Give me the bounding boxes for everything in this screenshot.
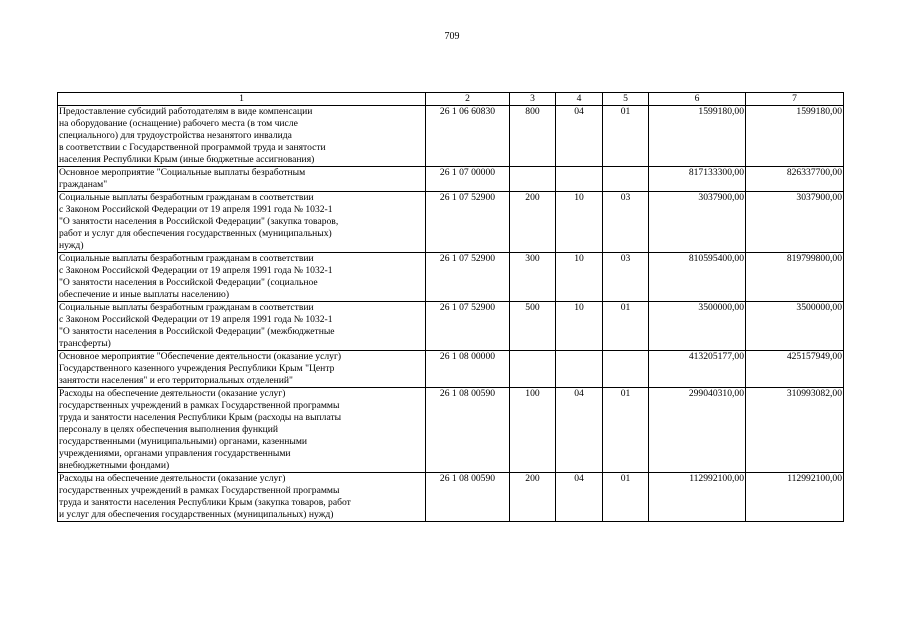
expense-name-line: в соответствии с Государственной программой труда и занятости: [59, 142, 326, 153]
target-article-code: 26 1 07 52900: [426, 302, 510, 351]
expense-name-line: внебюджетными фондами): [59, 460, 170, 471]
expense-name-cell: [58, 192, 426, 253]
amount-column-7: 1599180,00: [746, 106, 844, 167]
table-row: [58, 167, 844, 192]
expense-name-line: Предоставление субсидий работодателям в виде компенсации: [59, 106, 313, 117]
amount-column-6: 1599180,00: [649, 106, 746, 167]
expense-name-line: с Законом Российской Федерации от 19 апреля 1991 года № 1032-1: [59, 314, 333, 325]
section-code: 10: [556, 253, 603, 302]
target-article-code: 26 1 08 00000: [426, 351, 510, 388]
expense-name-line: специального) для трудоустройства незанятого инвалида: [59, 130, 292, 141]
page-number: 709: [444, 31, 460, 42]
table-row: [58, 253, 844, 302]
expense-name-line: Социальные выплаты безработным гражданам в соответствии: [59, 192, 314, 203]
expense-name-line: труда и занятости населения Республики Крым (закупка товаров, работ: [59, 497, 351, 508]
subsection-code: 01: [603, 302, 649, 351]
expense-name-line: гражданам": [59, 179, 108, 190]
section-code: 10: [556, 302, 603, 351]
expense-name-line: Государственного казенного учреждения Республики Крым "Центр: [59, 363, 335, 374]
expense-name-line: Социальные выплаты безработным гражданам в соответствии: [59, 253, 314, 264]
amount-column-6: 112992100,00: [649, 473, 746, 522]
expense-name-cell: [58, 473, 426, 522]
expense-type-code: [510, 351, 556, 388]
amount-column-7: 425157949,00: [746, 351, 844, 388]
subsection-code: 03: [603, 192, 649, 253]
expense-name-line: "О занятости населения в Российской Федерации" (межбюджетные: [59, 326, 335, 337]
subsection-code: 03: [603, 253, 649, 302]
table-row: [58, 302, 844, 351]
column-header-5: 5: [603, 93, 649, 106]
expense-type-code: 800: [510, 106, 556, 167]
expense-name-line: нужд): [59, 240, 84, 251]
amount-column-6: 299040310,00: [649, 388, 746, 473]
column-header-1: 1: [58, 93, 426, 106]
table-row: [58, 473, 844, 522]
header-row: [58, 93, 844, 106]
subsection-code: 01: [603, 106, 649, 167]
expense-name-line: трансферты): [59, 338, 111, 349]
expense-name-line: с Законом Российской Федерации от 19 апреля 1991 года № 1032-1: [59, 204, 333, 215]
table-row: [58, 192, 844, 253]
expense-name-line: занятости населения" и его территориальных отделений": [59, 375, 293, 386]
expense-name-line: Основное мероприятие "Обеспечение деятельности (оказание услуг): [59, 351, 342, 362]
expense-name-line: и услуг для обеспечения государственных (муниципальных) нужд): [59, 509, 334, 520]
column-header-4: 4: [556, 93, 603, 106]
expense-name-line: учреждениями, органами управления государственными: [59, 448, 291, 459]
expense-name-cell: [58, 253, 426, 302]
expense-name-cell: [58, 388, 426, 473]
amount-column-6: 3037900,00: [649, 192, 746, 253]
expense-name-line: Основное мероприятие "Социальные выплаты безработным: [59, 167, 306, 178]
expense-name-line: труда и занятости населения Республики Крым (расходы на выплаты: [59, 412, 342, 423]
amount-column-7: 310993082,00: [746, 388, 844, 473]
section-code: [556, 351, 603, 388]
amount-column-6: 817133300,00: [649, 167, 746, 192]
expense-name-line: государственных учреждений в рамках Государственной программы: [59, 485, 340, 496]
expense-name-line: работ и услуг для обеспечения государственных (муниципальных): [59, 228, 332, 239]
target-article-code: 26 1 07 52900: [426, 192, 510, 253]
column-header-3: 3: [510, 93, 556, 106]
expense-name-cell: [58, 351, 426, 388]
column-header-6: 6: [649, 93, 746, 106]
amount-column-7: 3500000,00: [746, 302, 844, 351]
subsection-code: [603, 351, 649, 388]
expense-name-line: государственными (муниципальными) органами, казенными: [59, 436, 308, 447]
expense-name-line: государственных учреждений в рамках Государственной программы: [59, 400, 340, 411]
expense-name-line: "О занятости населения в Российской Федерации" (закупка товаров,: [59, 216, 339, 227]
expense-name-line: Расходы на обеспечение деятельности (оказание услуг): [59, 473, 286, 484]
expense-name-line: на оборудование (оснащение) рабочего места (в том числе: [59, 118, 298, 129]
expense-type-code: 100: [510, 388, 556, 473]
expense-name-line: Расходы на обеспечение деятельности (оказание услуг): [59, 388, 286, 399]
amount-column-6: 413205177,00: [649, 351, 746, 388]
section-code: 04: [556, 473, 603, 522]
amount-column-7: 112992100,00: [746, 473, 844, 522]
section-code: 04: [556, 388, 603, 473]
target-article-code: 26 1 08 00590: [426, 473, 510, 522]
amount-column-6: 3500000,00: [649, 302, 746, 351]
section-code: [556, 167, 603, 192]
amount-column-7: 3037900,00: [746, 192, 844, 253]
expense-type-code: 200: [510, 192, 556, 253]
section-code: 04: [556, 106, 603, 167]
target-article-code: 26 1 06 60830: [426, 106, 510, 167]
subsection-code: [603, 167, 649, 192]
target-article-code: 26 1 08 00590: [426, 388, 510, 473]
expense-name-cell: [58, 167, 426, 192]
expense-name-cell: [58, 106, 426, 167]
target-article-code: 26 1 07 00000: [426, 167, 510, 192]
budget-table: [57, 92, 844, 522]
expense-type-code: [510, 167, 556, 192]
column-header-7: 7: [746, 93, 844, 106]
subsection-code: 01: [603, 473, 649, 522]
section-code: 10: [556, 192, 603, 253]
expense-type-code: 500: [510, 302, 556, 351]
column-header-2: 2: [426, 93, 510, 106]
expense-name-line: с Законом Российской Федерации от 19 апреля 1991 года № 1032-1: [59, 265, 333, 276]
amount-column-7: 819799800,00: [746, 253, 844, 302]
expense-type-code: 200: [510, 473, 556, 522]
subsection-code: 01: [603, 388, 649, 473]
expense-name-line: Социальные выплаты безработным гражданам в соответствии: [59, 302, 314, 313]
table-row: [58, 388, 844, 473]
expense-name-line: обеспечение и иные выплаты населению): [59, 289, 230, 300]
amount-column-6: 810595400,00: [649, 253, 746, 302]
expense-type-code: 300: [510, 253, 556, 302]
expense-name-line: населения Республики Крым (иные бюджетные ассигнования): [59, 154, 315, 165]
table-row: [58, 106, 844, 167]
expense-name-cell: [58, 302, 426, 351]
expense-name-line: персоналу в целях обеспечения выполнения функций: [59, 424, 279, 435]
table-row: [58, 351, 844, 388]
amount-column-7: 826337700,00: [746, 167, 844, 192]
expense-name-line: "О занятости населения в Российской Федерации" (социальное: [59, 277, 318, 288]
target-article-code: 26 1 07 52900: [426, 253, 510, 302]
